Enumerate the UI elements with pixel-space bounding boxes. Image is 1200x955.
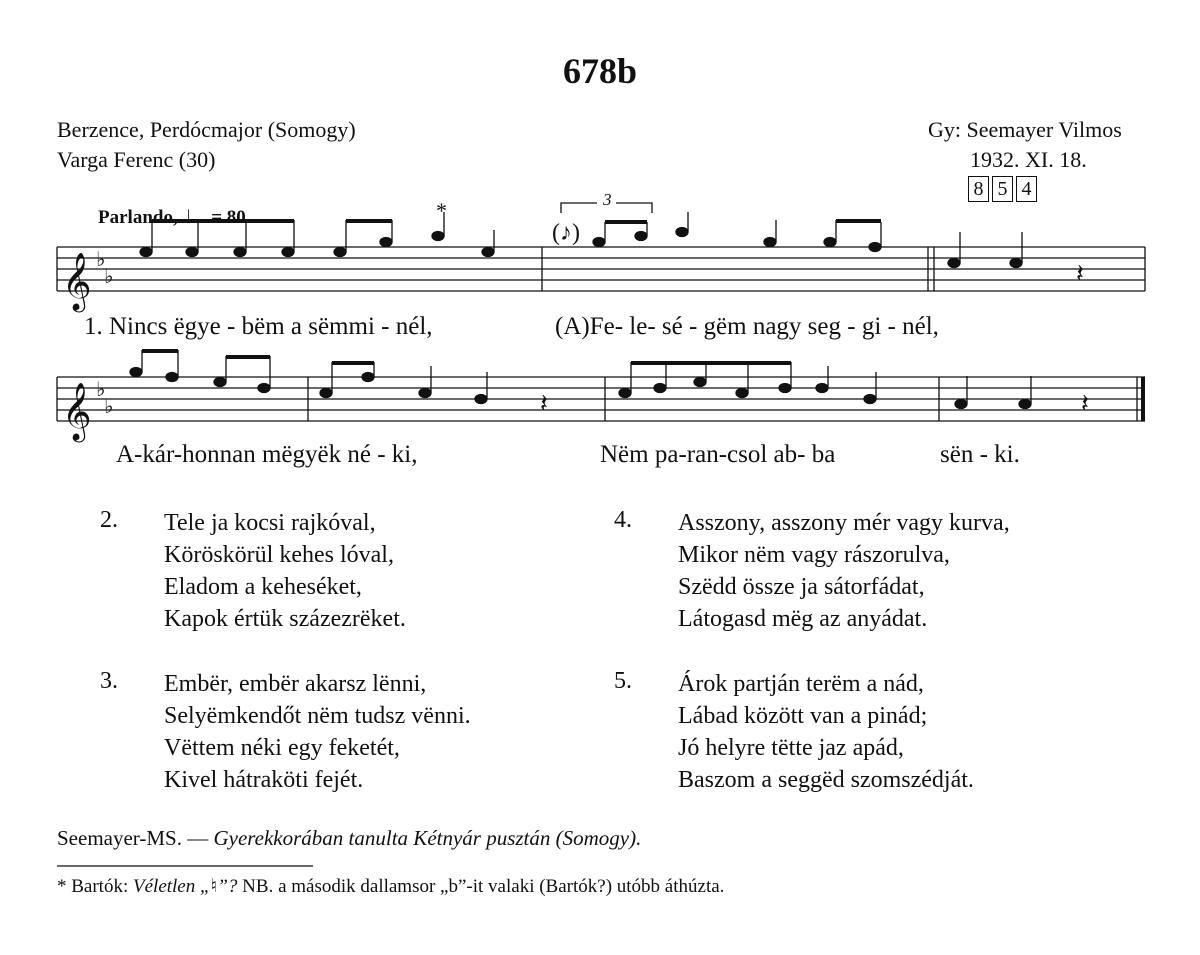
stanza-line: Köröskörül kehes lóval, [164, 542, 394, 568]
footnote-rest: NB. a második dallamsor „b”-it valaki (Bartók?) utóbb áthúzta. [237, 876, 725, 897]
lyric-line-2c: sën - ki. [940, 441, 1020, 468]
svg-text:♭: ♭ [96, 247, 106, 271]
stanza-line: Eladom a keheséket, [164, 574, 362, 600]
treble-clef-icon: 𝄞 [62, 382, 92, 440]
grace-note-paren: (♪) [552, 220, 580, 246]
svg-text:𝄽: 𝄽 [540, 389, 548, 419]
stanza-line: Szëdd össze ja sátorfádat, [678, 574, 925, 600]
quarter-note-icon: ♩ [182, 203, 207, 229]
lyric-line-1a: 1. Nincs ëgye - bëm a sëmmi - nél, [84, 313, 433, 340]
stanza-line: Árok partján terëm a nád, [678, 671, 924, 697]
stanza-line: Mikor nëm vagy rászorulva, [678, 542, 950, 568]
stanza-line: Embër, embër akarsz lënni, [164, 671, 427, 697]
collection-place: Berzence, Perdócmajor (Somogy) [57, 117, 356, 142]
lyric-line-1b: (A)Fe- le- sé - gëm nagy seg - gi - nél, [555, 313, 939, 340]
stanza-line: Lábad között van a pinád; [678, 703, 928, 729]
box-number: 4 [1016, 176, 1037, 202]
stanza-line: Tele ja kocsi rajkóval, [164, 510, 376, 536]
performer: Varga Ferenc (30) [57, 147, 216, 172]
footnote-star: * Bartók: [57, 876, 133, 897]
stanza-lines [678, 507, 1010, 635]
footnote [57, 875, 724, 898]
collector: Gy: Seemayer Vilmos [928, 117, 1122, 142]
source-text: Gyerekkorában tanulta Kétnyár pusztán (Somogy). [213, 826, 642, 850]
svg-text:♭: ♭ [104, 394, 114, 418]
tempo-value: = 80 [211, 207, 246, 228]
page-title: 678b [562, 51, 638, 91]
svg-text:𝄽: 𝄽 [1081, 389, 1089, 419]
stanza-lines [678, 668, 974, 796]
stanza-line: Látogasd mëg az anyádat. [678, 606, 928, 632]
lyric-line-2b: Nëm pa-ran-csol ab- ba [600, 441, 836, 468]
svg-text:♭: ♭ [104, 264, 114, 288]
stanza-line: Asszony, asszony mér vagy kurva, [678, 510, 1010, 536]
stanza-number: 3. [100, 668, 118, 694]
stanza-line: Kivel hátraköti fejét. [164, 767, 364, 793]
asterisk-mark: * [436, 198, 447, 223]
stanza-number: 2. [100, 507, 118, 533]
stanza-line: Kapok értük százezrëket. [164, 606, 406, 632]
collection-date: 1932. XI. 18. [970, 147, 1087, 172]
source-note [57, 826, 641, 851]
stanza-line: Baszom a seggëd szomszédját. [678, 767, 974, 793]
stanza-lines [164, 507, 406, 635]
footnote-italic: Véletlen „♮”? [133, 876, 238, 897]
triplet-number: 3 [603, 190, 612, 209]
stanza-number: 4. [614, 507, 632, 533]
box-number: 5 [992, 176, 1013, 202]
stanza-number: 5. [614, 668, 632, 694]
tempo-label: Parlando, [98, 207, 178, 228]
stanza-line: Jó helyre tëtte jaz apád, [678, 735, 904, 761]
treble-clef-icon: 𝄞 [62, 252, 92, 310]
box-number: 8 [968, 176, 989, 202]
svg-text:𝄽: 𝄽 [1076, 259, 1084, 289]
svg-text:♭: ♭ [96, 377, 106, 401]
source-prefix: Seemayer-MS. — [57, 826, 214, 850]
stanza-line: Vëttem néki egy feketét, [164, 735, 400, 761]
lyric-line-2a: A-kár-honnan mëgyëk né - ki, [116, 441, 418, 468]
stanza-lines [164, 668, 471, 796]
stanza-line: Selyëmkendőt nëm tudsz vënni. [164, 703, 471, 729]
